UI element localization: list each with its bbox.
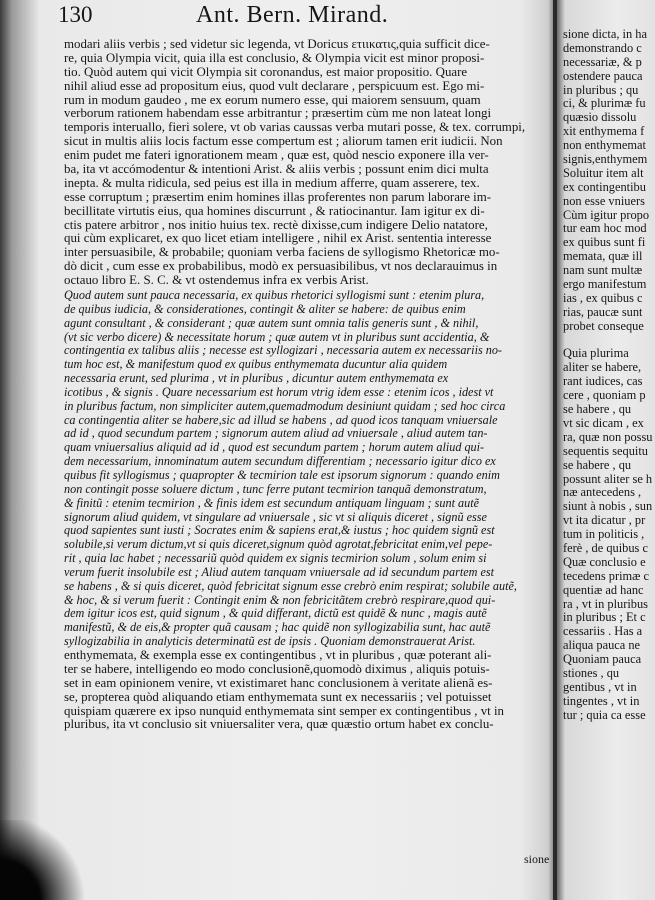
right-page-line: sequentis sequitu xyxy=(563,444,649,458)
right-page-line: aliter se habere, xyxy=(563,361,642,375)
text-line: nihil aliud esse ad propositum eius, quod vult declarare , perspicuum est. Ego mi- xyxy=(64,79,485,93)
quotation-line: icotibus , & signis . Quare necessarium est horum vtrig idem esse : etenim icos , idest vt xyxy=(64,385,494,399)
right-page-line: ra, quæ non possu xyxy=(563,430,653,444)
text-line: set in eam opinionem venire, vt existimaret hanc conclusionem à veritate alienã es- xyxy=(64,676,493,690)
right-page-line: vt sic dicam , ex xyxy=(563,416,644,430)
right-page-line: cessariis . Has a xyxy=(563,625,643,639)
right-page-line: Quia plurima xyxy=(563,347,629,361)
right-page-line: possunt aliter se h xyxy=(563,472,653,486)
quotation-line: Quod autem sunt pauca necessaria, ex quibus rhetorici syllogismi sunt : etenim plura, xyxy=(64,289,485,303)
right-page-line: tum in politicis , xyxy=(563,528,645,542)
right-page-line: memata, quæ ill xyxy=(563,250,643,264)
right-page-line: vt ita dicatur , pr xyxy=(563,514,646,528)
right-page-line: xit enthymema f xyxy=(563,125,645,139)
text-line: se, propterea quòd aliquando etiam enthymemata sunt ex necessariis ; vel potuisset xyxy=(64,690,492,704)
quotation-line: dem necessarium, innominatum autem secundum differentiam ; necessario igitur dico ex xyxy=(64,455,496,469)
right-page-line: tingentes , vt in xyxy=(563,694,640,708)
right-page-line: non esse vniuers xyxy=(563,194,645,208)
catchword: sione xyxy=(524,852,550,866)
text-line: modari aliis verbis ; sed videtur sic legenda, vt Doricus ετιικατις,quia sufficit dice- xyxy=(64,38,490,51)
right-page-line: ias , ex quibus c xyxy=(563,291,643,305)
text-line: quispiam quærere ex ipso nunquid enthymemata sint semper ex contingentibus , vt in xyxy=(64,704,504,718)
right-page-line: ex contingentibu xyxy=(563,180,646,194)
text-line: inter persuasibile, & probabile; quoniam verba faciens de syllogismo Rhetoricæ mo- xyxy=(64,246,500,260)
quotation-line: se habens , & si quis diceret, quòd febricitat signum esse crebrò enim respirat; solubile autẽ, xyxy=(64,579,517,593)
right-page-line: ex quibus sunt fi xyxy=(563,236,646,250)
quotation-line: quod sapientes sunt iusti ; Socrates enim & sapiens erat,& iustus ; hoc quidem signũ est xyxy=(64,524,495,538)
text-line: rum in modum gaudeo , me ex eorum numero esse, qui maiorem sensuum, quam xyxy=(64,93,481,107)
right-page-line: tur ; quia ca esse xyxy=(563,708,646,722)
quotation-line: dem igitur icos est, quid signum , & quid differant, dictũ est quidẽ & nunc , magis autẽ xyxy=(64,607,487,621)
quotation-line: manifestũ, & de eis,& propter quã causam ; hac quidẽ non syllogizabilia sunt, hac autẽ xyxy=(64,621,491,635)
right-page-line: signis,enthymem xyxy=(563,153,648,167)
text-line: ctis patere arbitror , nos initio huius tex. rectè dixisse,cum indigere Delio natatore, xyxy=(64,218,488,232)
right-page-line: tur eam hoc mod xyxy=(563,222,647,236)
text-line: inepta. & multa ridicula, sed peius est illa in medium afferre, quam asserere, tex. xyxy=(64,176,480,190)
text-line: dò dicit , cum esse ex probabilibus, modò ex persuasibilibus, vt nos declarauimus in xyxy=(64,260,498,274)
quotation-line: de quibus iudicia, & considerationes, contingit & aliter se habere: de quibus enim xyxy=(64,302,466,316)
right-page-line: non enthymemat xyxy=(563,139,646,153)
quotation-line: & hoc, & si verum fuerit : Contingit enim & non febricitãtem crebrò respirare,quod qui- xyxy=(64,593,496,607)
right-page-line: quentiæ ad hanc xyxy=(563,583,644,597)
text-line: enim pudet me fateri ignorationem meam , quæ est, quòd nescio exponere illa ver- xyxy=(64,149,489,163)
page-header xyxy=(58,2,538,32)
text-line: verborum rationem habendam esse arbitrantur ; præsertim cùm me non lateat longi xyxy=(64,107,492,121)
aristotle-quotation xyxy=(64,289,550,649)
right-page-fragment xyxy=(557,0,655,900)
right-page-line: nam sunt multæ xyxy=(563,264,643,278)
right-page-line: probet conseque xyxy=(563,319,644,333)
text-line: becillitate virtutis eius, qua homines discurrunt , & ratiocinantur. Iam igitur ex di- xyxy=(64,204,485,218)
text-line: qui cùm explicaret, ex quo licet etiam intelligere , nihil ex Arist. sententia interesse xyxy=(64,232,492,246)
text-line: esse corruptum ; præsertim enim homines illas proferentes non parum laborare im- xyxy=(64,190,492,204)
right-page-line: ergo manifestum xyxy=(563,278,647,292)
page-number: 130 xyxy=(58,2,93,27)
right-page-body xyxy=(563,28,655,723)
text-line: ter se habere, intelligendo eo modo conclusionẽ,quomodò diximus , aliquis potuis- xyxy=(64,662,490,676)
quotation-line: agunt consultant , & considerant ; quæ autem sunt omnia talis generis sunt , & nihil, xyxy=(64,316,479,330)
quotation-line: solubile,si verum dictum,vt si quis diceret,signum quòd agrotat,febricitat enim,vel pepe- xyxy=(64,538,493,552)
right-page-line: quæsio dissolu xyxy=(563,111,637,125)
right-page-line xyxy=(563,334,655,348)
text-line: octauo libro E. S. C. & vt ostendemus infra ex verbis Arist. xyxy=(64,274,369,288)
right-page-line: Quæ conclusio e xyxy=(563,555,646,569)
running-head: Ant. Bern. Mirand. xyxy=(196,2,389,28)
commentary-paragraph-2 xyxy=(64,649,550,732)
quotation-line: signorum aliud quidem, vt singulare ad vniuersale , sic vt si aliquis diceret , signũ esse xyxy=(64,510,487,524)
text-line: tio. Quòd autem qui vicit Olympia sit coronandus, est maior propositio. Quare xyxy=(64,65,468,79)
right-page-line: næ antecedens , xyxy=(563,486,642,500)
quotation-line: verum fuerit insolubile est ; Aliud autem tanquam vniuersale ad id secundum partem est xyxy=(64,565,495,579)
text-line: sicut in multis aliis locis factum esse compertum est ; aliorum tamen erit iudicii. Non xyxy=(64,135,503,149)
thumb-shadow xyxy=(0,820,90,900)
right-page-line: Cùm igitur propo xyxy=(563,208,650,222)
right-page-line: necessariæ, & p xyxy=(563,55,642,69)
right-page-line: demonstrando c xyxy=(563,41,642,55)
right-page-line: se habere , qu xyxy=(563,458,632,472)
right-page-line: ra , vt in pluribus xyxy=(563,597,649,611)
quotation-line: contingentia ex talibus aliis ; necesse est syllogizari , necessaria autem ex necessariis no- xyxy=(64,344,502,358)
commentary-paragraph-1 xyxy=(64,38,550,288)
right-page-line: ferè , de quibus c xyxy=(563,541,648,555)
text-line: enthymemata, & exempla esse ex contingentibus , vt in pluribus , quæ poterant ali- xyxy=(64,648,492,662)
right-page-line: se habere , qu xyxy=(563,403,632,417)
text-line: temporis interuallo, fieri solere, vt ob varias caussas verba mutari posse, & tex. corrumpi, xyxy=(64,121,526,135)
right-page-line: Quoniam pauca xyxy=(563,653,642,667)
quotation-line: tum hoc est, & manifestum quod ex quibus enthymemata ducuntur alia quidem xyxy=(64,358,448,372)
quotation-line: syllogizabilia in analyticis determinatũ est de ipsis . Quoniam demonstrauerat Arist. xyxy=(64,635,476,649)
quotation-line: necessaria erunt, sed plurima , vt in pluribus , dicuntur autem enthymemata ex xyxy=(64,372,449,386)
text-line: pluribus, ita vt conclusio sit vniuersaliter vera, quæ quæstio ortum habet ex conclu- xyxy=(64,718,494,732)
quotation-line: non contingit posse soluere dictum , tunc ferre putant tecmirion tanquã demonstratum, xyxy=(64,482,487,496)
left-page-body xyxy=(64,38,550,732)
right-page-line: in pluribus ; qu xyxy=(563,83,639,97)
right-page-line: in pluribus ; Et c xyxy=(563,611,646,625)
right-page-line: aliqua pauca ne xyxy=(563,639,641,653)
quotation-line: & finitũ : etenim tecmirion , & finis idem est secundum antiquam linguam ; sunt autẽ xyxy=(64,496,480,510)
right-page-line: siunt à nobis , sun xyxy=(563,500,653,514)
quotation-line: quam vniuersalius aliquid ad id , quod est secundum partem ; horum autem aliud qui- xyxy=(64,441,485,455)
right-page-line: gentibus , vt in xyxy=(563,680,637,694)
quotation-line: in pluribus factum, non simpliciter autem,quemadmodum desiniunt quidam ; sed hoc circa xyxy=(64,399,506,413)
right-page-line: tecedens primæ c xyxy=(563,569,650,583)
right-page-line: stiones , qu xyxy=(563,666,620,680)
quotation-line: quibus fit syllogismus ; quapropter & tecmirion tale est ipsorum signorum : quando enim xyxy=(64,469,500,482)
quotation-line: ca contingentia aliter se habere,sic ad illud se habens , ad quod icos tanquam vniuersale xyxy=(64,413,498,427)
text-line: re, quia Olympia vicit, quia illa est conclusio, & Olympia vicit est minor proposi- xyxy=(64,51,485,65)
right-page-line: cere , quoniam p xyxy=(563,389,646,403)
right-page-line: Soluitur item alt xyxy=(563,166,644,180)
right-page-line: ci, & plurimæ fu xyxy=(563,97,646,111)
right-page-line: ostendere pauca xyxy=(563,69,643,83)
right-page-line: rant iudices, cas xyxy=(563,375,643,389)
quotation-line: rit , quia lac habet ; necessariũ quòd quidem ex signis tecmirion solum , solum enim si xyxy=(64,552,487,566)
quotation-line: ad id , quod secundum partem ; signorum autem aliud ad vniuersale , aliud autem tan- xyxy=(64,427,488,441)
text-line: ba, ita vt accómodentur & intentioni Arist. & aliis verbis ; possunt enim dici multa xyxy=(64,163,489,177)
quotation-line: (vt sic verbo dicere) & necessitate horum ; quæ autem vt in pluribus sunt accidentia, & xyxy=(64,330,490,344)
right-page-line: sione dicta, in ha xyxy=(563,28,647,41)
right-page-line: rias, paucæ sunt xyxy=(563,305,643,319)
